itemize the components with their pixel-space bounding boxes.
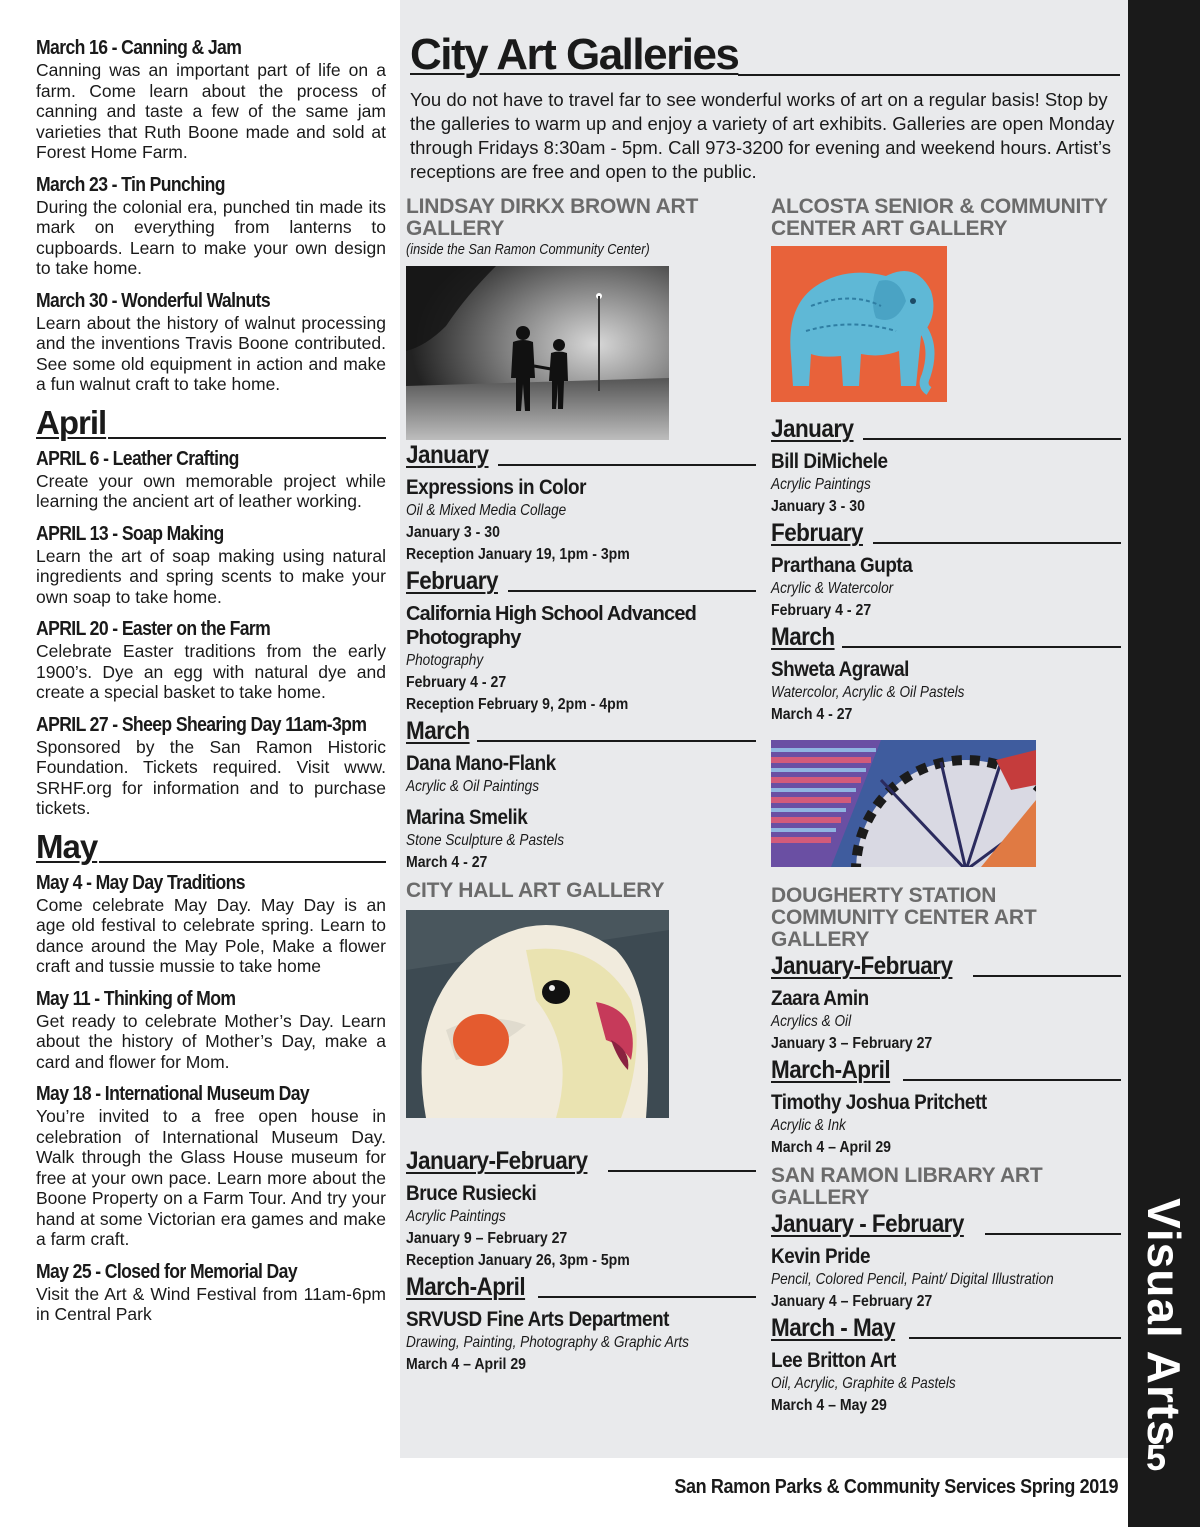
may-heading <box>36 829 386 865</box>
exhibit-dates: March 4 – May 29 <box>771 1397 887 1414</box>
exhibit-artist: Expressions in Color <box>406 476 587 499</box>
event-title: May 4 - May Day Traditions <box>36 871 245 894</box>
month-rule <box>863 438 1121 440</box>
month-rule <box>538 1296 756 1298</box>
month-rule <box>985 1233 1121 1235</box>
gallery-month <box>406 1274 756 1300</box>
month-rule <box>873 542 1121 544</box>
gallery-month <box>406 718 756 744</box>
exhibit-artist: Timothy Joshua Pritchett <box>771 1091 987 1114</box>
event-description: Visit the Art & Wind Festival from 11am-6pm in Central Park <box>36 1283 386 1324</box>
abstract-pattern-painting <box>771 740 1036 867</box>
bird-painting <box>406 910 669 1118</box>
gallery-month <box>771 520 1121 546</box>
month-rule <box>973 975 1121 977</box>
exhibit-artist: Marina Smelik <box>406 806 528 829</box>
gallery-month-label: January-February <box>406 1147 588 1175</box>
month-rule <box>477 740 756 742</box>
elephant-painting <box>771 246 947 402</box>
month-heading-text: May <box>36 827 98 865</box>
exhibit-medium: Watercolor, Acrylic & Oil Pastels <box>771 684 965 701</box>
event <box>36 522 386 608</box>
event-title: May 11 - Thinking of Mom <box>36 987 236 1010</box>
exhibit-medium: Pencil, Colored Pencil, Paint/ Digital Illustration <box>771 1271 1054 1288</box>
event-description: Celebrate Easter traditions from the early 1900’s. Dye an egg with natural dye and create a special basket to take home. <box>36 641 386 702</box>
gallery-name: LINDSAY DIRKX BROWN ART GALLERY <box>406 195 699 240</box>
gallery-name: DOUGHERTY STATION COMMUNITY CENTER ART GALLERY <box>771 884 1037 951</box>
exhibit-dates: February 4 - 27 <box>406 674 507 691</box>
may-events <box>36 871 386 1325</box>
exhibit-artist: Kevin Pride <box>771 1245 871 1268</box>
gallery-month-label: January <box>406 441 489 469</box>
exhibit-reception: Reception January 19, 1pm - 3pm <box>406 546 630 563</box>
exhibit-medium: Acrylic & Watercolor <box>771 580 894 597</box>
exhibit-artist: Bill DiMichele <box>771 450 888 473</box>
exhibit-medium: Stone Sculpture & Pastels <box>406 832 565 849</box>
exhibit-medium: Drawing, Painting, Photography & Graphic Arts <box>406 1334 689 1351</box>
exhibit-artist: Zaara Amin <box>771 987 869 1010</box>
march-events <box>36 36 386 395</box>
gallery-name: ALCOSTA SENIOR & COMMUNITY CENTER ART GALLERY <box>771 195 1108 240</box>
gallery-name: SAN RAMON LIBRARY ART GALLERY <box>771 1164 1043 1209</box>
event-title: March 23 - Tin Punching <box>36 173 225 196</box>
heading-rule <box>99 861 386 863</box>
gallery-month-label: March <box>771 623 835 651</box>
month-rule <box>842 646 1121 648</box>
heading-rule <box>738 74 1120 76</box>
galleries-intro: You do not have to travel far to see wonderful works of art on a regular basis! Stop by the galleries to warm up and enjoy a variety of art exhibits. Galleries are open Monday through Fridays 8:30am - 5pm. Call 973-3200 for evening and weekend hours. Artist’s receptions are free and open to the public. <box>410 89 1115 182</box>
gallery-month-label: March <box>406 717 470 745</box>
exhibit-medium: Photography <box>406 652 484 669</box>
farm-events-column <box>36 36 386 1335</box>
event-description: During the colonial era, punched tin made its mark on everything from lanterns to cupboards. Learn to make your own design to take home. <box>36 196 386 278</box>
gallery-library <box>771 1165 1121 1417</box>
month-rule <box>909 1337 1121 1339</box>
event <box>36 173 386 279</box>
event <box>36 36 386 163</box>
event-title: APRIL 6 - Leather Crafting <box>36 447 239 470</box>
event-title: March 16 - Canning & Jam <box>36 37 242 59</box>
exhibit-medium: Oil & Mixed Media Collage <box>406 502 567 519</box>
month-rule <box>498 464 756 466</box>
exhibit-dates: March 4 - 27 <box>406 854 488 871</box>
exhibit-medium: Acrylics & Oil <box>771 1013 852 1030</box>
event-description: Learn about the history of walnut processing and the inventions Travis Boone contributed. See some old equipment in action and make a fun walnut craft to take home. <box>36 312 386 394</box>
gallery-month-label: March-April <box>771 1056 891 1084</box>
event-description: Sponsored by the San Ramon Historic Foundation. Tickets required. Visit www. SRHF.org for information and to purchase tickets. <box>36 736 386 818</box>
event <box>36 447 386 512</box>
exhibit-dates: February 4 - 27 <box>771 602 872 619</box>
event <box>36 617 386 703</box>
gallery-month <box>771 1315 1121 1341</box>
gallery-dougherty <box>771 885 1121 1159</box>
gallery-lindsay <box>406 196 756 874</box>
exhibit-reception: Reception January 26, 3pm - 5pm <box>406 1252 630 1269</box>
event <box>36 871 386 977</box>
page-title: City Art Galleries <box>410 30 739 79</box>
gallery-month-label: March - May <box>771 1314 896 1342</box>
event-title: March 30 - Wonderful Walnuts <box>36 289 271 312</box>
exhibit-dates: January 3 - 30 <box>771 498 865 515</box>
exhibit-medium: Acrylic & Ink <box>771 1117 846 1134</box>
exhibit-medium: Acrylic & Oil Paintings <box>406 778 540 795</box>
heading-rule <box>108 437 386 439</box>
exhibit-artist: Shweta Agrawal <box>771 658 909 681</box>
event-description: Learn the art of soap making using natural ingredients and spring scents to make your own soap to take home. <box>36 545 386 607</box>
exhibit-artist: Prarthana Gupta <box>771 554 913 577</box>
event-description: Canning was an important part of life on a farm. Come learn about the process of canning and taste a few of the same jam varieties that Ruth Boone made and sold at Forest Home Farm. <box>36 60 386 162</box>
gallery-month <box>406 568 756 594</box>
april-events <box>36 447 386 819</box>
exhibit-artist: Dana Mano-Flank <box>406 752 556 775</box>
exhibit-artist: Bruce Rusiecki <box>406 1182 537 1205</box>
gallery-cityhall <box>406 880 756 1376</box>
event <box>36 987 386 1073</box>
month-heading-text: April <box>36 403 107 441</box>
gallery-location: (inside the San Ramon Community Center) <box>406 241 650 258</box>
exhibit-artist: California High School Advanced Photography <box>406 603 697 649</box>
exhibit-medium: Oil, Acrylic, Graphite & Pastels <box>771 1375 956 1392</box>
event <box>36 289 386 395</box>
gallery-month-label: February <box>406 567 498 595</box>
exhibit-dates: January 3 - 30 <box>406 524 500 541</box>
event-description: Create your own memorable project while learning the ancient art of leather working. <box>36 470 386 511</box>
page-footer: San Ramon Parks & Community Services Spring 2019 <box>674 1476 1118 1498</box>
exhibit-medium: Acrylic Paintings <box>406 1208 506 1225</box>
exhibit-artist: Lee Britton Art <box>771 1349 896 1372</box>
event-description: You’re invited to a free open house in celebration of International Museum Day. Walk through the Glass House museum for free at your own pace. Learn more about the Boone Property on a Farm Tour. And try your hand at some Victorian era games and make a farm craft. <box>36 1106 386 1249</box>
gallery-month-label: March-April <box>406 1273 526 1301</box>
event-title: APRIL 27 - Sheep Shearing Day 11am-3pm <box>36 713 367 736</box>
galleries-heading <box>410 30 1120 80</box>
gallery-month <box>406 442 756 468</box>
exhibit-dates: March 4 – April 29 <box>771 1139 891 1156</box>
section-tab-label: Visual Arts <box>1138 1198 1190 1447</box>
april-heading <box>36 405 386 441</box>
event-title: May 25 - Closed for Memorial Day <box>36 1260 298 1283</box>
event-title: May 18 - International Museum Day <box>36 1083 310 1105</box>
event <box>36 1082 386 1250</box>
gallery-month <box>771 1057 1121 1083</box>
gallery-alcosta <box>771 196 1121 867</box>
event-title: APRIL 13 - Soap Making <box>36 522 224 545</box>
gallery-month-label: January <box>771 415 854 443</box>
exhibit-dates: January 9 – February 27 <box>406 1230 568 1247</box>
exhibit-dates: March 4 – April 29 <box>406 1356 526 1373</box>
gallery-month <box>771 1211 1121 1237</box>
event <box>36 713 386 819</box>
gallery-month <box>771 416 1121 442</box>
month-rule <box>608 1170 756 1172</box>
exhibit-artist: SRVUSD Fine Arts Department <box>406 1308 670 1331</box>
event <box>36 1260 386 1325</box>
exhibit-dates: March 4 - 27 <box>771 706 853 723</box>
event-title: APRIL 20 - Easter on the Farm <box>36 618 271 640</box>
exhibit-reception: Reception February 9, 2pm - 4pm <box>406 696 629 713</box>
month-rule <box>903 1079 1121 1081</box>
event-description: Get ready to celebrate Mother’s Day. Learn about the history of Mother’s Day, make a card and flower for Mom. <box>36 1010 386 1072</box>
gallery-column-left <box>406 196 756 1376</box>
night-couple-photo <box>406 266 669 440</box>
page-number: 5 <box>1145 1437 1167 1478</box>
gallery-month <box>771 624 1121 650</box>
month-rule <box>508 590 756 592</box>
event-description: Come celebrate May Day. May Day is an age old festival to celebrate spring. Learn to dance around the May Pole, Make a flower craft and tussie mussie to take home <box>36 894 386 976</box>
gallery-column-right <box>771 196 1121 1417</box>
gallery-month-label: January-February <box>771 952 953 980</box>
exhibit-dates: January 3 – February 27 <box>771 1035 933 1052</box>
gallery-month-label: February <box>771 519 863 547</box>
exhibit-medium: Acrylic Paintings <box>771 476 871 493</box>
gallery-month-label: January - February <box>771 1210 964 1238</box>
exhibit-dates: January 4 – February 27 <box>771 1293 933 1310</box>
gallery-month <box>771 953 1121 979</box>
gallery-name: CITY HALL ART GALLERY <box>406 879 665 902</box>
gallery-month <box>406 1148 756 1174</box>
